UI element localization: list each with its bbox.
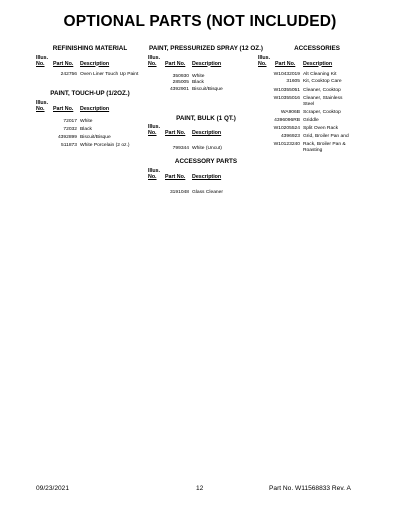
table-row <box>258 72 376 78</box>
table-row <box>36 135 144 141</box>
section-title-refinishing: REFINISHING MATERIAL <box>52 45 128 52</box>
part-description: Alt Cleaning Kit <box>303 71 337 77</box>
section-title-touchup: PAINT, TOUCH-UP (1/2OZ.) <box>50 90 130 98</box>
header-part-no: Part No. <box>165 60 186 67</box>
part-number: W10205524 <box>273 126 300 132</box>
table-header <box>148 124 264 136</box>
table-row <box>258 96 376 107</box>
part-description: White Porcelain (2 oz.) <box>80 142 130 148</box>
table-header <box>36 100 144 112</box>
header-part-no: Part No. <box>53 60 74 67</box>
part-number: 4396923 <box>280 134 300 140</box>
part-description: Black <box>80 126 92 132</box>
table-row <box>36 143 144 149</box>
table-row <box>258 134 376 140</box>
column-right <box>258 45 376 156</box>
header-description: Description <box>192 173 222 180</box>
header-illus: Illus. No. <box>148 167 161 180</box>
part-number: 4392901 <box>169 86 189 92</box>
table-row <box>148 87 264 93</box>
page-title: OPTIONAL PARTS (NOT INCLUDED) <box>63 13 337 30</box>
header-illus: Illus. No. <box>148 54 161 67</box>
section-title-spray: PAINT, PRESSURIZED SPRAY (12 OZ.) <box>149 45 263 52</box>
part-number: W10355016 <box>273 96 300 102</box>
part-number: 72032 <box>63 126 77 132</box>
part-number: 72017 <box>63 118 77 124</box>
table-row <box>36 119 144 125</box>
part-number: 285005 <box>172 80 189 86</box>
part-description: Cleaner, Cooktop <box>303 88 341 94</box>
part-number: W10432019 <box>273 71 300 77</box>
footer-part-reference: Part No. W11568833 Rev. A <box>269 485 351 492</box>
header-description: Description <box>303 60 333 67</box>
part-description: Cleaner, Stainless Steel <box>303 96 343 107</box>
header-description: Description <box>80 60 110 67</box>
table-row <box>36 127 144 133</box>
header-part-no: Part No. <box>165 130 186 137</box>
part-description: Grid, Broiler Pan and <box>303 134 349 140</box>
part-description: Scraper, Cooktop <box>303 110 341 116</box>
part-description: Biscuit/Bisque <box>192 86 223 92</box>
table-row <box>148 146 264 152</box>
footer-page-number: 12 <box>196 485 204 492</box>
table-row <box>148 190 264 196</box>
part-description: Griddle <box>303 118 319 124</box>
part-number: 4396096RB <box>274 118 300 124</box>
part-number: 31605 <box>286 79 300 85</box>
header-illus: Illus. No. <box>36 54 49 67</box>
part-number: W10123240 <box>273 142 300 148</box>
part-description: Glass Cleaner <box>192 189 223 195</box>
footer-date: 09/23/2021 <box>36 485 70 492</box>
table-row <box>258 110 376 116</box>
part-number: 350930 <box>172 73 189 79</box>
table-row <box>258 88 376 94</box>
section-title-accessory-parts: ACCESSORY PARTS <box>174 158 238 166</box>
table-row <box>258 126 376 132</box>
header-description: Description <box>192 130 222 137</box>
header-part-no: Part No. <box>275 60 296 67</box>
table-header <box>258 55 376 67</box>
header-illus: Illus. No. <box>148 124 161 137</box>
part-number: 242756 <box>60 71 77 77</box>
table-header <box>148 55 264 67</box>
part-description: Biscuit/Bisque <box>80 134 111 140</box>
part-description: Rack, Broiler Pan & Roasting <box>303 142 346 153</box>
header-illus: Illus. No. <box>36 99 49 112</box>
part-number: WA906B <box>280 110 300 116</box>
part-description: Black <box>192 80 204 86</box>
part-description: White (Uncut) <box>192 146 222 152</box>
part-number: 511873 <box>61 142 77 148</box>
section-title-accessories: ACCESSORIES <box>294 45 340 52</box>
header-description: Description <box>80 105 110 112</box>
part-description: Split Oven Rack <box>303 126 339 132</box>
section-title-bulk: PAINT, BULK (1 QT.) <box>176 114 236 122</box>
column-middle <box>148 45 264 198</box>
table-header <box>148 168 264 180</box>
table-row <box>258 142 376 153</box>
table-row <box>258 79 376 85</box>
part-number: 799344 <box>172 146 189 152</box>
part-number: 4392899 <box>57 134 77 140</box>
header-part-no: Part No. <box>53 105 74 112</box>
part-number: 3191048 <box>169 189 189 195</box>
part-description: White <box>192 73 205 79</box>
header-illus: Illus. No. <box>258 54 271 67</box>
table-header <box>36 55 144 67</box>
part-number: W10355051 <box>273 88 300 94</box>
part-description: Kit, Cooktop Care <box>303 79 342 85</box>
header-part-no: Part No. <box>165 173 186 180</box>
table-row <box>258 118 376 124</box>
header-description: Description <box>192 60 222 67</box>
part-description: Oven Liner Touch Up Paint <box>80 71 139 77</box>
part-description: White <box>80 118 93 124</box>
table-row <box>36 72 144 78</box>
column-left <box>36 45 144 151</box>
table-row <box>148 74 264 80</box>
table-row <box>148 80 264 86</box>
